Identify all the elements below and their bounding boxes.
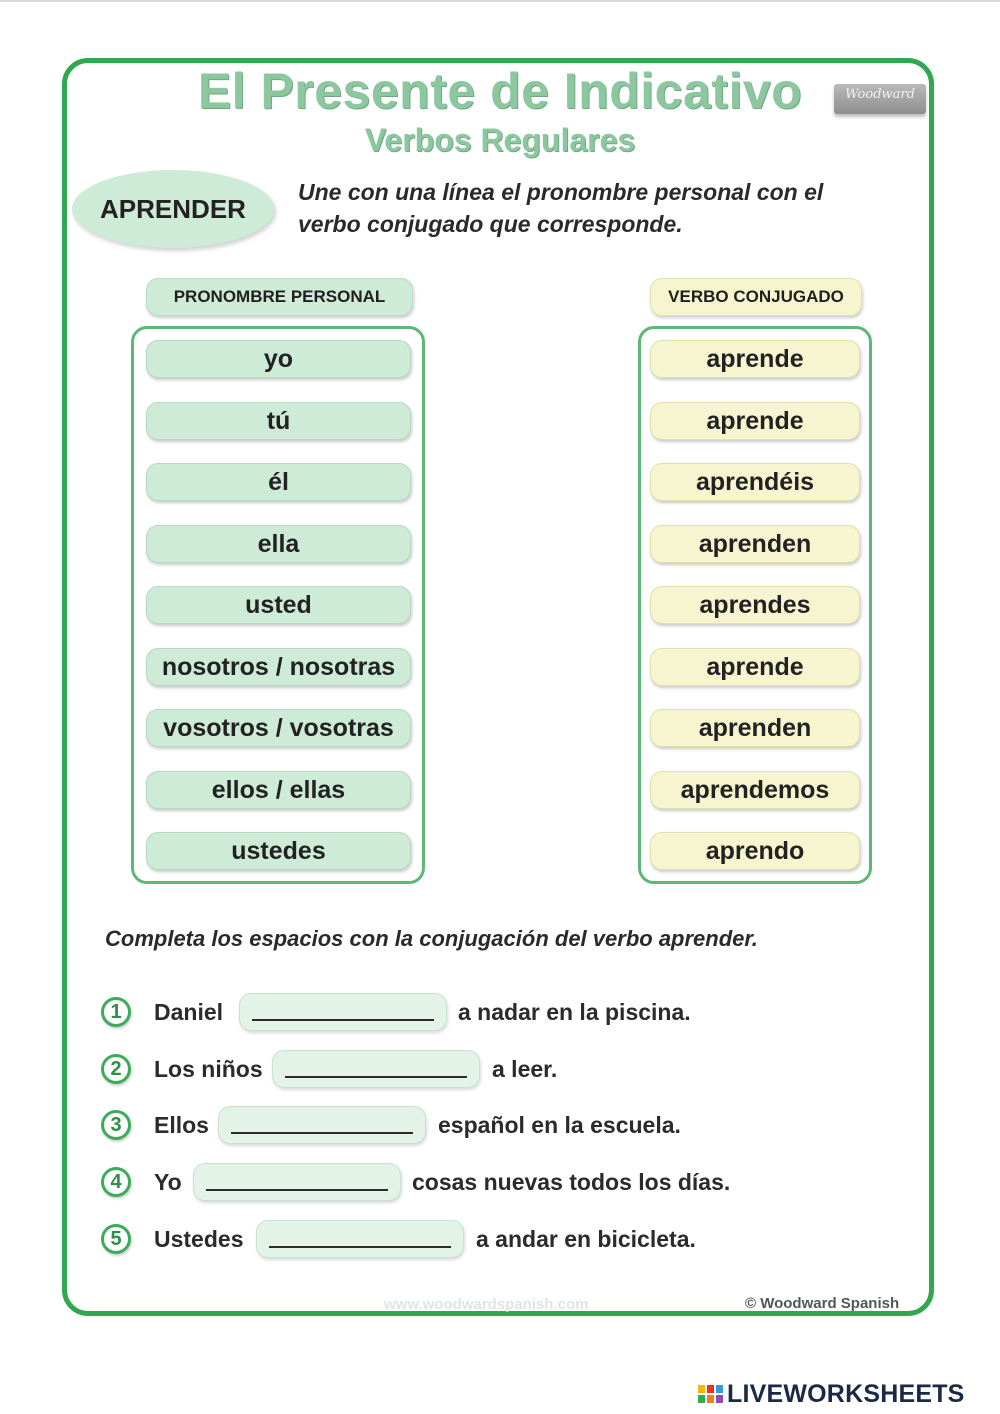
sentence-number: 2: [101, 1054, 131, 1084]
pronoun-item[interactable]: vosotros / vosotras: [146, 709, 411, 747]
pronoun-item[interactable]: usted: [146, 586, 411, 624]
sentence-ending: a leer.: [492, 1056, 558, 1082]
grid-cell: [707, 1395, 714, 1403]
top-border-line: [0, 0, 1000, 2]
sentence-number: 1: [101, 997, 131, 1027]
grid-cell: [698, 1395, 705, 1403]
pronoun-item[interactable]: ustedes: [146, 832, 411, 870]
answer-blank[interactable]: [272, 1050, 480, 1088]
sentence-ending: a andar en bicicleta.: [476, 1226, 696, 1252]
sentence-subject: Ustedes: [154, 1226, 244, 1252]
verb-item[interactable]: aprenden: [650, 709, 860, 747]
verb-item[interactable]: aprendéis: [650, 463, 860, 501]
woodward-logo: Woodward: [834, 84, 926, 114]
pronoun-item[interactable]: yo: [146, 340, 411, 378]
sentence-ending: a nadar en la piscina.: [458, 999, 691, 1025]
footer-url: www.woodwardspanish.com: [384, 1296, 589, 1313]
answer-blank[interactable]: [239, 993, 447, 1031]
verb-item[interactable]: aprende: [650, 340, 860, 378]
answer-blank[interactable]: [193, 1163, 401, 1201]
sentence-subject: Los niños: [154, 1056, 263, 1082]
liveworksheets-wordmark: LIVEWORKSHEETS: [727, 1379, 965, 1408]
sentence-subject: Yo: [154, 1169, 182, 1195]
pronoun-item[interactable]: ella: [146, 525, 411, 563]
footer-copyright: © Woodward Spanish: [745, 1295, 900, 1312]
matching-instruction: Une con una línea el pronombre personal con el verbo conjugado que corresponde.: [298, 179, 824, 237]
sentence-ending: español en la escuela.: [438, 1112, 681, 1138]
pronoun-item[interactable]: nosotros / nosotras: [146, 648, 411, 686]
fill-instruction-verb: aprender: [658, 926, 752, 951]
verb-item[interactable]: aprendo: [650, 832, 860, 870]
verb-item[interactable]: aprenden: [650, 525, 860, 563]
verb-item[interactable]: aprende: [650, 402, 860, 440]
fill-instruction-period: .: [751, 926, 758, 951]
grid-cell: [698, 1385, 705, 1393]
pronoun-item[interactable]: él: [146, 463, 411, 501]
verb-item[interactable]: aprende: [650, 648, 860, 686]
verb-badge: APRENDER: [72, 170, 274, 248]
worksheet-title: El Presente de Indicativo: [197, 63, 803, 119]
grid-cell: [716, 1395, 723, 1403]
pronoun-column-header: PRONOMBRE PERSONAL: [146, 278, 413, 316]
sentence-number: 4: [101, 1167, 131, 1197]
sentence-subject: Ellos: [154, 1112, 209, 1138]
fill-instruction-text: Completa los espacios con la conjugación del verbo: [105, 926, 659, 951]
answer-blank[interactable]: [218, 1106, 426, 1144]
pronoun-item[interactable]: ellos / ellas: [146, 771, 411, 809]
sentence-subject: Daniel: [154, 999, 224, 1025]
fill-instruction: [105, 926, 885, 952]
grid-cell: [716, 1385, 723, 1393]
liveworksheets-logo: [698, 1379, 965, 1408]
verb-item[interactable]: aprendemos: [650, 771, 860, 809]
worksheet-subtitle: Verbos Regulares: [364, 122, 636, 158]
verb-item[interactable]: aprendes: [650, 586, 860, 624]
sentence-number: 3: [101, 1110, 131, 1140]
sentence-ending: cosas nuevas todos los días.: [412, 1169, 731, 1195]
verb-column-header: VERBO CONJUGADO: [650, 278, 862, 316]
pronoun-item[interactable]: tú: [146, 402, 411, 440]
liveworksheets-grid-icon: [698, 1385, 723, 1403]
answer-blank[interactable]: [256, 1220, 464, 1258]
grid-cell: [707, 1385, 714, 1393]
sentence-number: 5: [101, 1224, 131, 1254]
